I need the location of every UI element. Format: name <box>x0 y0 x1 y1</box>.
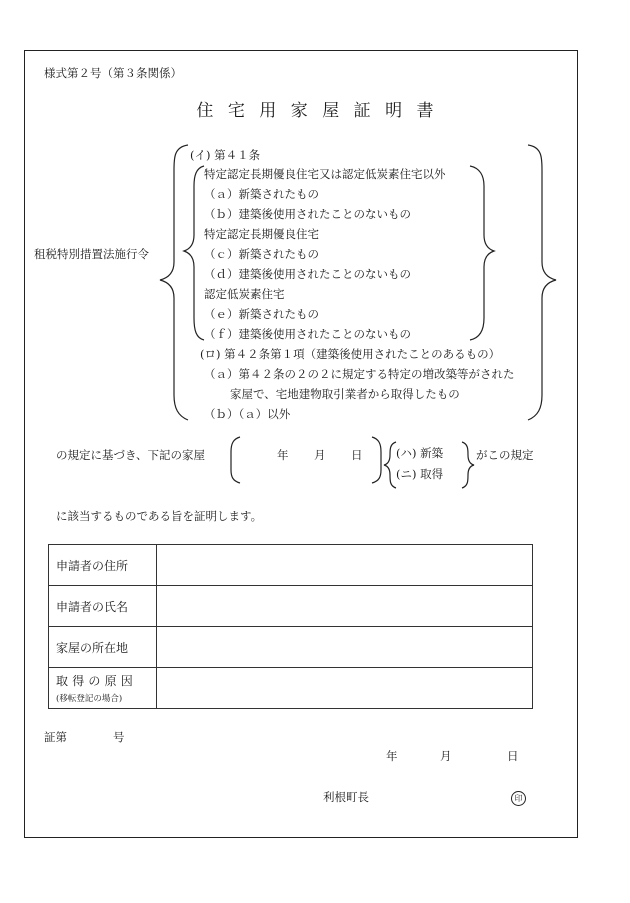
table-row <box>49 627 533 668</box>
cert-number-suffix: 号 <box>113 730 125 744</box>
issue-month: 月 <box>440 749 452 763</box>
item-ro-a-line2: 家屋で、宅地建物取引業者から取得したもの <box>230 387 460 401</box>
group1-heading: 特定認定長期優良住宅又は認定低炭素住宅以外 <box>204 167 446 181</box>
statement-suffix: がこの規定 <box>476 448 534 462</box>
group3-heading: 認定低炭素住宅 <box>204 287 285 301</box>
law-name: 租税特別措置法施行令 <box>34 247 149 261</box>
article-42-heading: (ロ) 第４２条第１項（建築後使用されたことのあるもの） <box>200 347 501 361</box>
option-shinchiku: (ハ) 新築 <box>396 446 444 460</box>
seal-mark: 印 <box>511 791 526 806</box>
item-b: （ｂ）建築後使用されたことのないもの <box>204 207 411 221</box>
cause-field[interactable] <box>157 668 533 709</box>
issue-year: 年 <box>386 749 398 763</box>
statement-year: 年 <box>277 448 289 462</box>
statement-day: 日 <box>351 448 363 462</box>
table-row <box>49 586 533 627</box>
address-label: 申請者の住所 <box>49 545 157 586</box>
info-table <box>48 544 533 709</box>
article-41-heading: (イ) 第４１条 <box>190 148 261 162</box>
cause-label-cell <box>49 668 157 709</box>
table-row <box>49 668 533 709</box>
item-d: （ｄ）建築後使用されたことのないもの <box>204 267 411 281</box>
statement-prefix: の規定に基づき、下記の家屋 <box>56 448 206 462</box>
table-row <box>49 545 533 586</box>
cert-number-prefix: 証第 <box>44 730 67 744</box>
item-c: （ｃ）新築されたもの <box>204 247 319 261</box>
option-shutoku: (ニ) 取得 <box>396 467 444 481</box>
item-e: （ｅ）新築されたもの <box>204 307 319 321</box>
location-field[interactable] <box>157 627 533 668</box>
statement-line2: に該当するものである旨を証明します。 <box>56 509 263 523</box>
cause-label: 取得の原因 <box>56 674 138 688</box>
item-f: （ｆ）建築後使用されたことのないもの <box>204 327 411 341</box>
form-number: 様式第２号（第３条関係） <box>44 66 182 80</box>
address-field[interactable] <box>157 545 533 586</box>
name-label: 申請者の氏名 <box>49 586 157 627</box>
location-label: 家屋の所在地 <box>49 627 157 668</box>
item-ro-b: （ｂ）（ａ）以外 <box>204 407 291 421</box>
name-field[interactable] <box>157 586 533 627</box>
statement-month: 月 <box>314 448 326 462</box>
issue-day: 日 <box>507 749 519 763</box>
page-title: 住宅用家屋証明書 <box>196 101 449 121</box>
group2-heading: 特定認定長期優良住宅 <box>204 227 319 241</box>
item-ro-a-line1: （ａ）第４２条の２の２に規定する特定の増改築等がされた <box>204 367 515 381</box>
cause-note: (移転登記の場合) <box>56 694 123 704</box>
issuer-title: 利根町長 <box>323 790 369 804</box>
item-a: （ａ）新築されたもの <box>204 187 319 201</box>
